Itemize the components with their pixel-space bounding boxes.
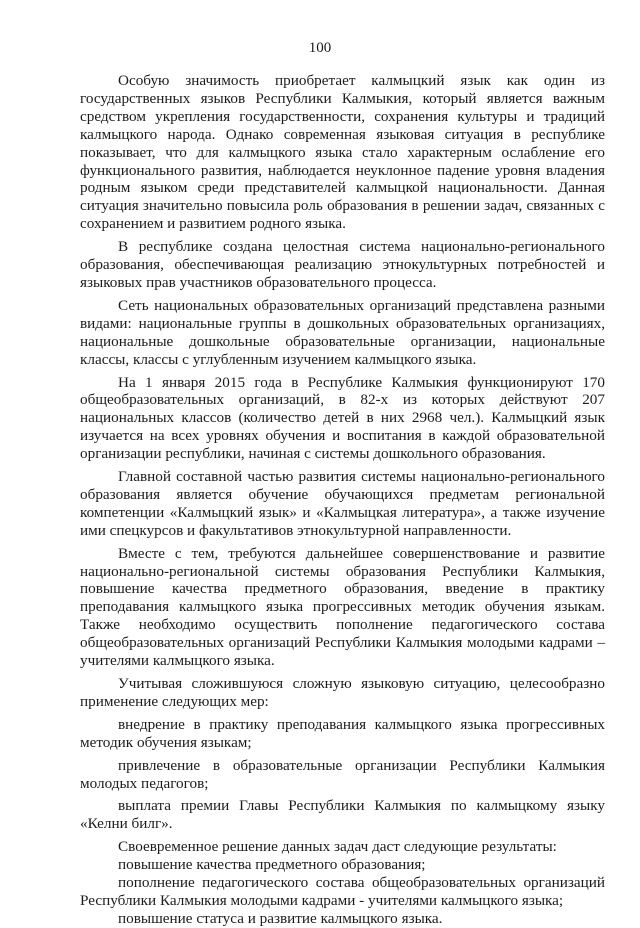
page-number: 100 (308, 40, 332, 56)
paragraph-2: В республике создана целостная система национально-регионального образования, обеспечивающая реализацию этнокультурных потребностей и языковых прав участников образовательного процесса. (80, 238, 605, 291)
list-item-result-3: повышение статуса и развитие калмыцкого языка. (118, 909, 443, 927)
paragraph-4: На 1 января 2015 года в Республике Калмыкия функционируют 170 общеобразовательных организаций, в 82-х из которых действуют 207 национальных классов (количество детей в них 2968 чел.). Калмыцкий язык изучается на всех уровнях обучения и воспитания в каждой образовательной организации республики, начиная с системы дошкольного образования. (80, 373, 605, 463)
paragraph-1: Особую значимость приобретает калмыцкий язык как один из государственных языков Республики Калмыкия, который является важным средством укрепления государственности, сохранения культуры и традиций калмыцкого народа. Однако современная языковая ситуация в республике показывает, что для калмыцкого языка стало характерным ослабление его функционального развития, наблюдается неуклонное падение уровня владения родным языком среди представителей калмыцкой национальности. Данная ситуация значительно повысила роль образования в решении задач, связанных с сохранением и развитием родного языка. (80, 72, 605, 233)
paragraph-7: Учитывая сложившуюся сложную языковую ситуацию, целесообразно применение следующих мер: (80, 675, 605, 710)
list-item-measure-2: привлечение в образовательные организации Республики Калмыкия молодых педагогов; (80, 756, 605, 792)
paragraph-results: Своевременное решение данных задач даст следующие результаты: (118, 838, 557, 856)
paragraph-5: Главной составной частью развития системы национально-регионального образования является обучение обучающихся предметам региональной компетенции «Калмыцкий язык» и «Калмыцкая литература», а также изучение ими спецкурсов и факультативов этнокультурной направленности. (80, 468, 605, 539)
list-item-result-2: пополнение педагогического состава общеобразовательных организаций Республики Калмыкия молодыми кадрами - учителями калмыцкого языка; (80, 874, 605, 909)
paragraph-3: Сеть национальных образовательных организаций представлена разными видами: национальные группы в дошкольных образовательных организациях, национальные дошкольные образовательные организации, национальные классы, классы с углубленным изучением калмыцкого языка. (80, 296, 605, 368)
list-item-measure-1: внедрение в практику преподавания калмыцкого языка прогрессивных методик обучения языкам; (80, 715, 605, 751)
list-item-measure-3: выплата премии Главы Республики Калмыкия по калмыцкому языку «Келни билг». (80, 797, 605, 833)
paragraph-6: Вместе с тем, требуются дальнейшее совершенствование и развитие национально-региональной системы образования Республики Калмыкия, повышение качества предметного образования, введение в практику преподавания калмыцкого языка прогрессивных методик обучения языкам. Также необходимо осуществить пополнение педагогического состава общеобразовательных организаций Республики Калмыкия молодыми кадрами – учителями калмыцкого языка. (80, 544, 605, 670)
body-text (80, 72, 605, 928)
list-item-result-1: повышение качества предметного образования; (118, 856, 426, 874)
